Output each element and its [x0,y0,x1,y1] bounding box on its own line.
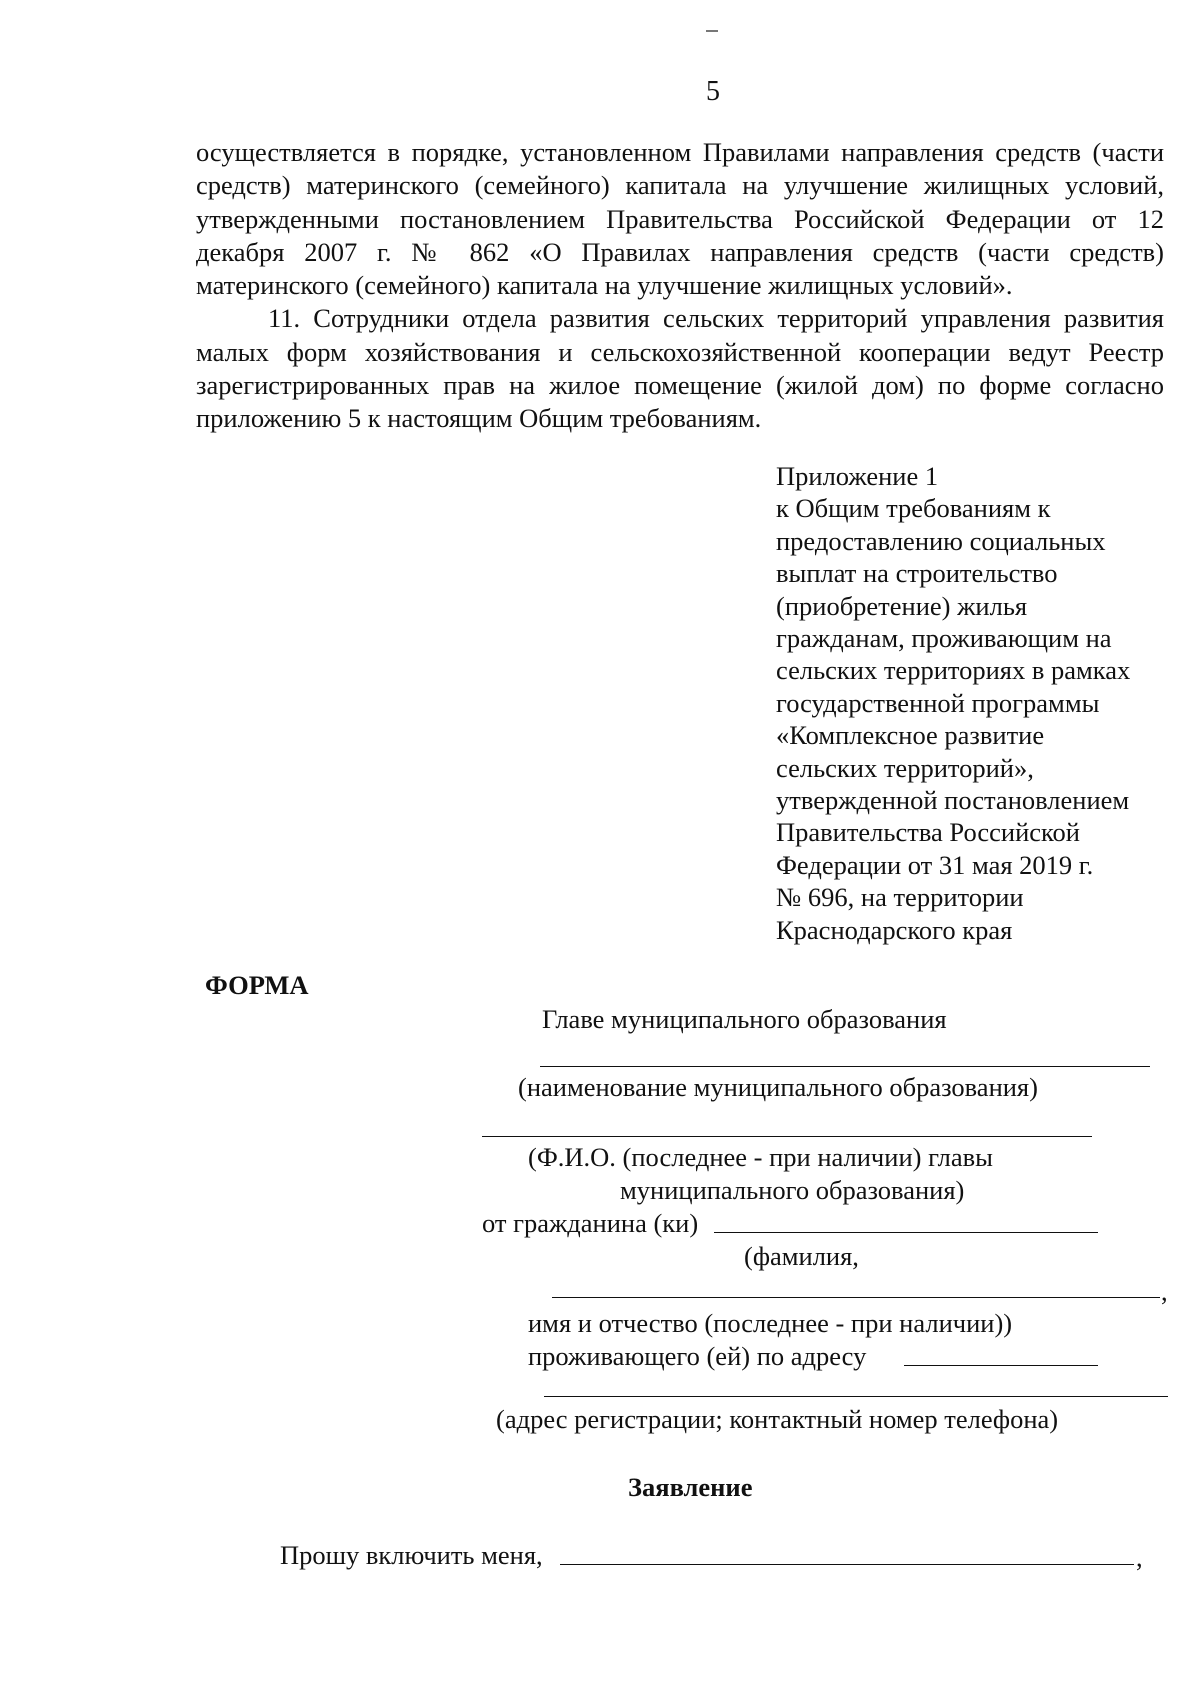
page-number: 5 [706,76,720,107]
request-comma: , [1136,1542,1143,1572]
address-hint: (адрес регистрации; контактный номер телефона) [496,1404,1059,1434]
appendix-line: «Комплексное развитие [776,720,1045,751]
request-applicant-line[interactable] [560,1564,1134,1565]
paragraph-11: 11. Сотрудники отдела развития сельских территорий управления развития малых форм хозяйствования и сельскохозяйственной кооперации ведут Реестр зарегистрированных прав на жилое помещение (жилой дом) по форме согласно приложению 5 к настоящим Общим требованиям. [196,303,1164,434]
appendix-line: сельских территориях в рамках [776,655,1131,686]
residing-address-label: проживающего (ей) по адресу [528,1341,867,1371]
head-fullname-hint-1: (Ф.И.О. (последнее - при наличии) главы [528,1142,993,1172]
appendix-line: утвержденной постановлением [776,785,1130,816]
appendix-line: выплат на строительство [776,558,1058,589]
appendix-line: Краснодарского края [776,914,1013,945]
appendix-line: государственной программы [776,687,1100,718]
addressee-label: Главе муниципального образования [542,1004,947,1034]
appendix-line: Правительства Российской [776,817,1080,848]
from-citizen-label: от гражданина (ки) [482,1208,699,1238]
appendix-line: Приложение 1 [776,461,939,491]
head-fullname-hint-2: муниципального образования) [620,1175,965,1205]
appendix-line: (приобретение) жилья [776,590,1028,621]
appendix-line: к Общим требованиям к [776,493,1051,524]
appendix-line: № 696, на территории [776,882,1024,913]
request-text: Прошу включить меня, [280,1540,543,1570]
paragraph-continuation: осуществляется в порядке, установленном Правилами направления средств (части средств) материнского (семейного) капитала на улучшение жилищных условий, утвержденными постановлением Правительства Российской Федерации от 12 декабря 2007 г. № 862 «О Правилах направления средств (части средств) материнского (семейного) капитала на улучшение жилищных условий». [196,137,1164,301]
municipality-name-hint: (наименование муниципального образования) [518,1072,1038,1102]
appendix-line: предоставлению социальных [776,525,1106,556]
appendix-line: гражданам, проживающим на [776,623,1112,654]
appendix-line: Федерации от 31 мая 2019 г. [776,849,1094,880]
body-text [196,136,1164,436]
address-line-2[interactable] [544,1396,1168,1397]
appendix-line: сельских территорий», [776,752,1034,783]
statement-title: Заявление [628,1472,753,1502]
appendix-header [776,460,1130,946]
citizen-surname-line[interactable] [714,1232,1098,1233]
scan-artifact [706,30,718,32]
line-comma: , [1161,1276,1168,1306]
surname-hint: (фамилия, [744,1241,859,1271]
address-line-1[interactable] [904,1365,1098,1366]
form-title: ФОРМА [205,970,309,1000]
municipality-name-line[interactable] [540,1066,1150,1067]
citizen-name-line[interactable] [552,1297,1160,1298]
head-fullname-line[interactable] [482,1136,1092,1137]
name-patronymic-hint: имя и отчество (последнее - при наличии)) [528,1308,1013,1338]
